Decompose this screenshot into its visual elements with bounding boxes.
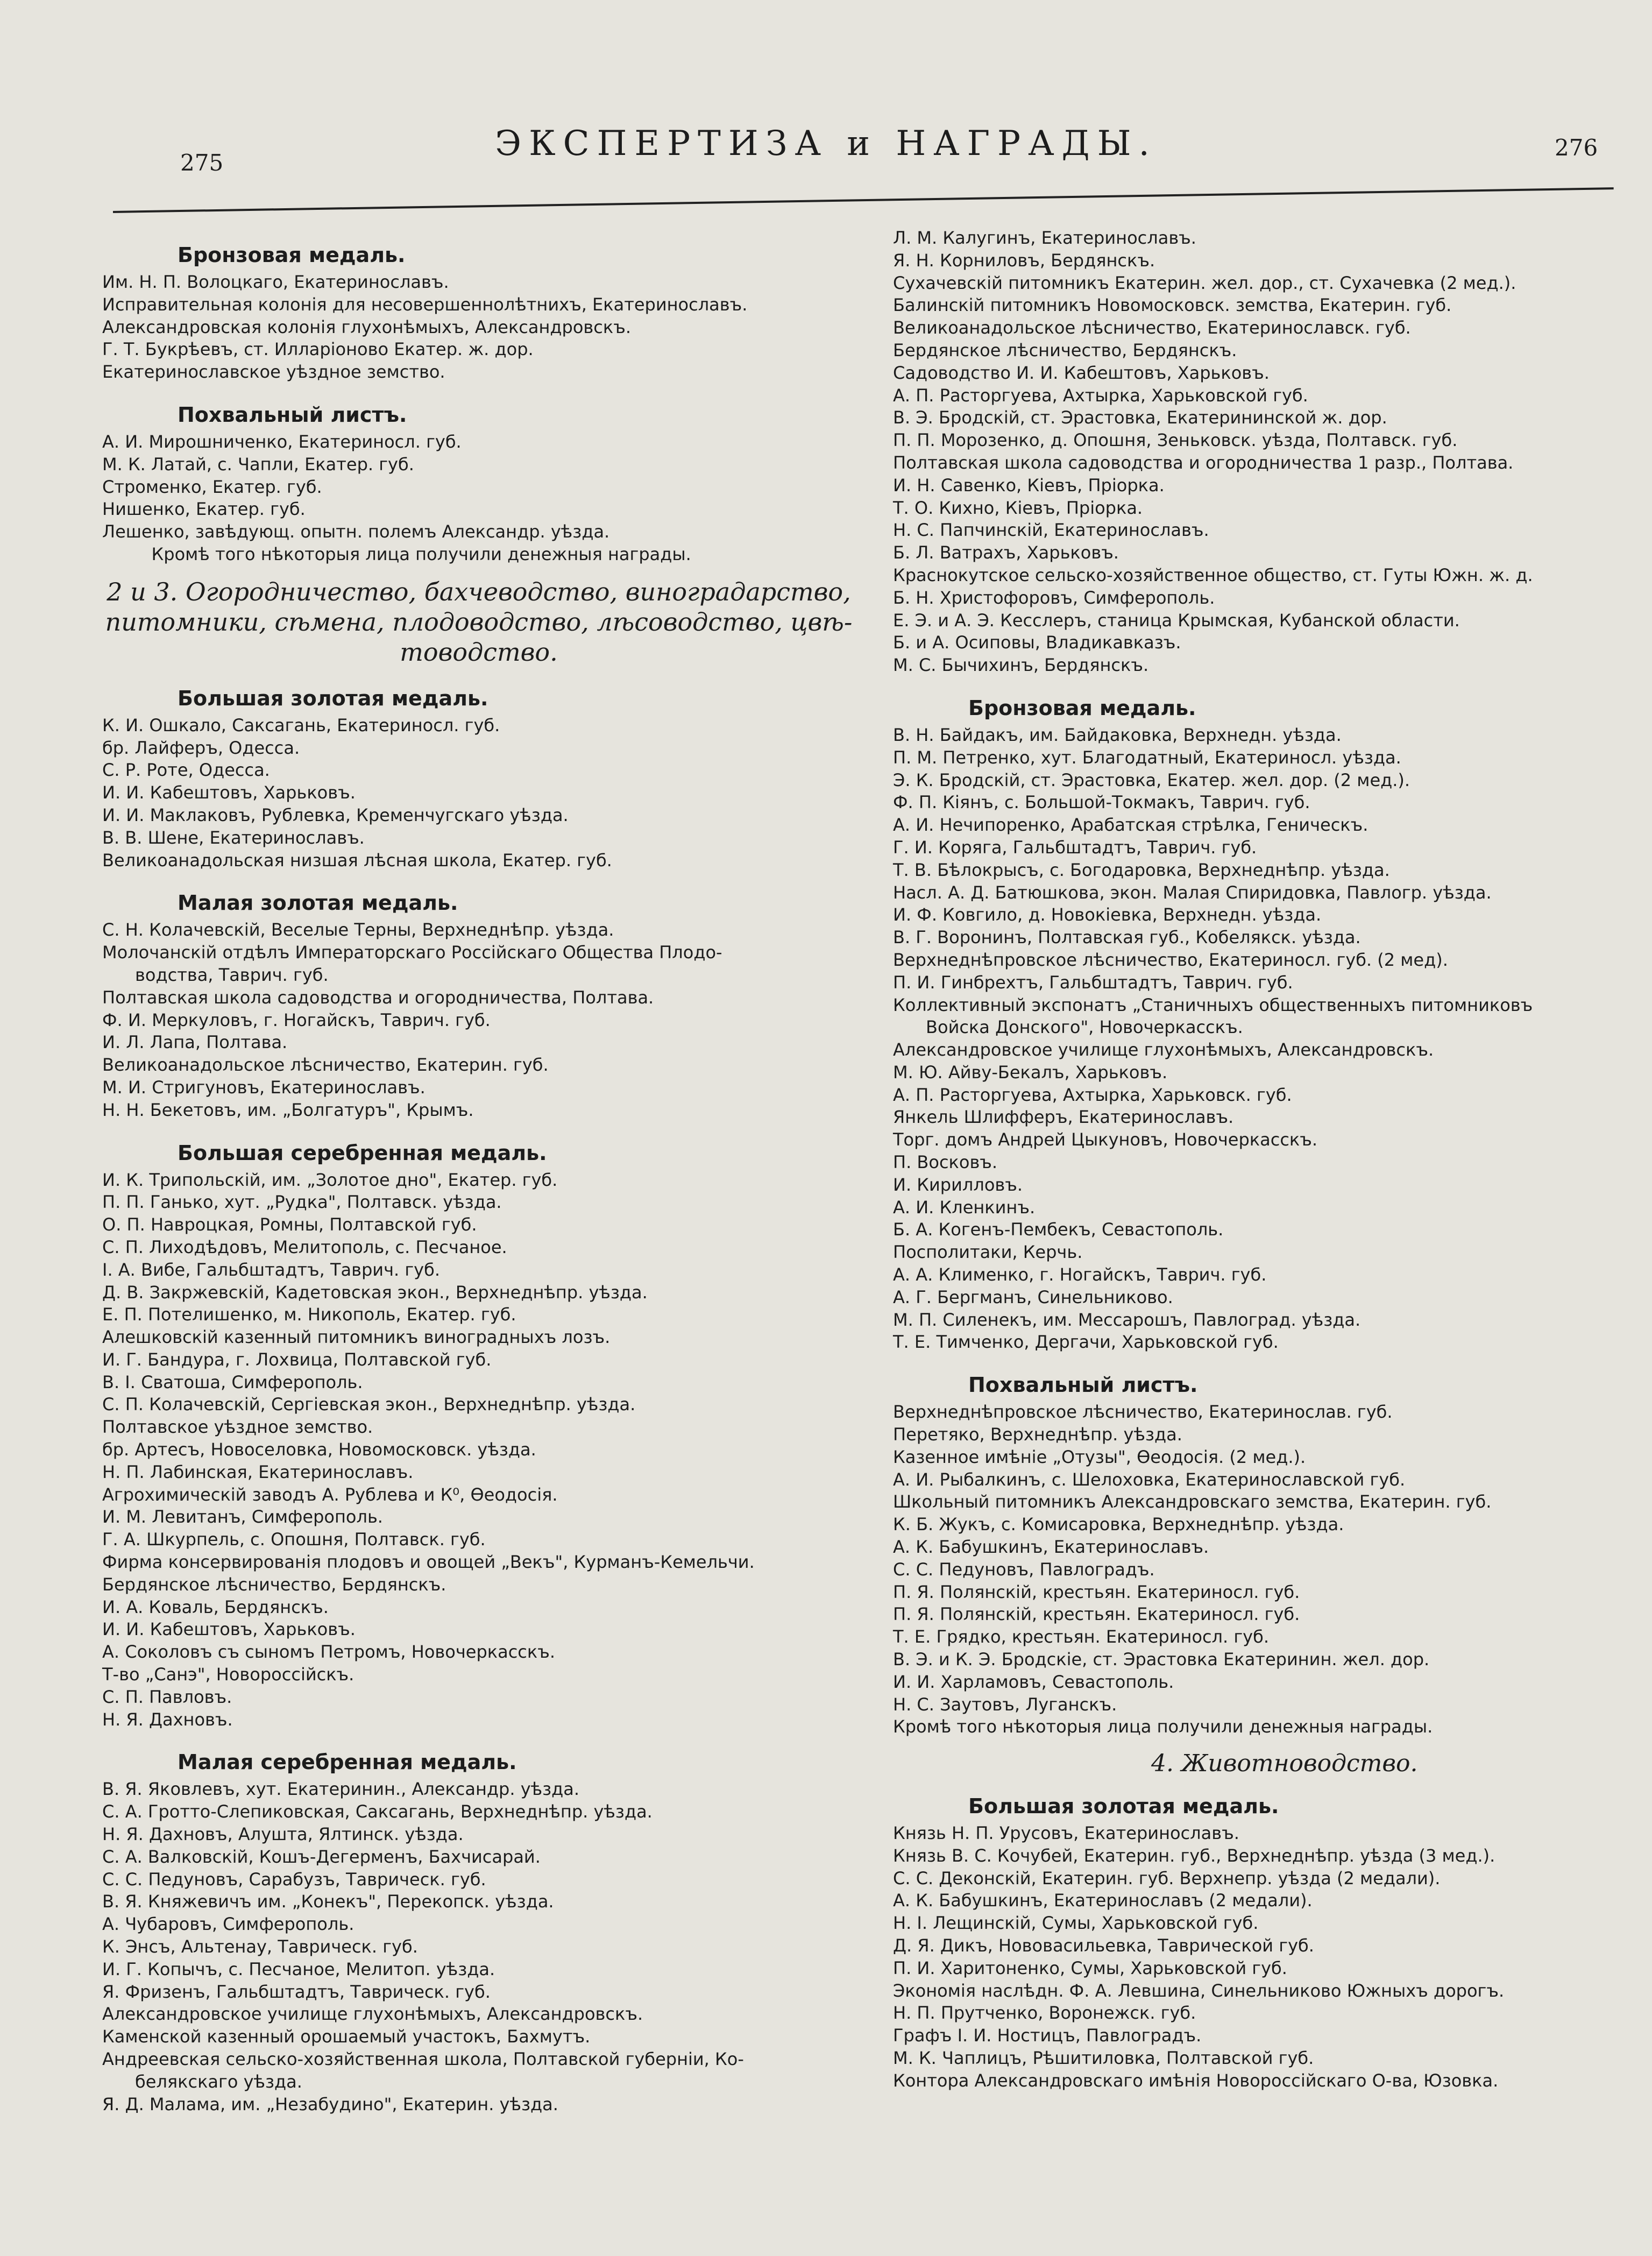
entry-line: И. А. Коваль, Бердянскъ.	[102, 1596, 329, 1617]
entry-line: И. И. Харламовъ, Севастополь.	[893, 1671, 1174, 1692]
entry-line: М. К. Чаплицъ, Рѣшитиловка, Полтавской губ.	[893, 2047, 1314, 2068]
entry-line: Б. Н. Христофоровъ, Симферополь.	[893, 587, 1215, 608]
running-title: ЭКСПЕРТИЗА и НАГРАДЫ.	[495, 124, 1157, 164]
entry-line: Войска Донского", Новочеркасскъ.	[893, 1017, 1243, 1038]
heading-small-gold-medal: Малая золотая медаль.	[178, 891, 458, 915]
heading-praise-sheet: Похвальный листъ.	[178, 402, 407, 427]
section-title-line: товодство.	[400, 637, 558, 667]
entry-line: Великоанадольское лѣсничество, Екатерин. губ.	[102, 1055, 549, 1076]
entry-line: А. Чубаровъ, Симферополь.	[102, 1914, 354, 1935]
entry-line: Л. М. Калугинъ, Екатеринославъ.	[893, 228, 1196, 248]
entry-line: С. Р. Роте, Одесса.	[102, 760, 270, 781]
entry-line: И. Н. Савенко, Кіевъ, Пріорка.	[893, 475, 1165, 496]
entry-line: Э. К. Бродскій, ст. Эрастовка, Екатер. жел. дор. (2 мед.).	[893, 769, 1410, 790]
entry-line: В. В. Шене, Екатеринославъ.	[102, 827, 365, 848]
entry-line: М. К. Латай, с. Чапли, Екатер. губ.	[102, 454, 414, 475]
heading-small-silver-medal: Малая серебренная медаль.	[178, 1750, 517, 1774]
entry-line: Ф. И. Меркуловъ, г. Ногайскъ, Таврич. губ.	[102, 1009, 491, 1030]
left-column	[102, 242, 877, 2116]
entry-line: С. П. Колачевскій, Сергіевская экон., Верхнеднѣпр. уѣзда.	[102, 1394, 636, 1415]
entry-line: Бердянское лѣсничество, Бердянскъ.	[893, 340, 1237, 360]
entry-line: П. П. Морозенко, д. Опошня, Зеньковск. уѣзда, Полтавск. губ.	[893, 430, 1458, 451]
entry-list	[102, 715, 877, 872]
entry-line: М. П. Силенекъ, им. Мессарошъ, Павлоград. уѣзда.	[893, 1309, 1361, 1330]
section-title-line: питомники, сѣмена, плодоводство, лѣсоводство, цвѣ-	[105, 607, 853, 637]
entry-line: Т. Е. Грядко, крестьян. Екатериносл. губ.	[893, 1626, 1269, 1647]
entry-line: Насл. А. Д. Батюшкова, экон. Малая Спиридовка, Павлогр. уѣзда.	[893, 882, 1492, 903]
entry-line: Александровское училище глухонѣмыхъ, Александровскъ.	[102, 2004, 643, 2025]
entry-line: Я. Фризенъ, Гальбштадтъ, Таврическ. губ.	[102, 1981, 491, 2002]
entry-line: Н. Я. Дахновъ, Алушта, Ялтинск. уѣзда.	[102, 1824, 464, 1845]
entry-line: Исправительная колонія для несовершеннолѣтнихъ, Екатеринославъ.	[102, 294, 748, 315]
section-title-livestock: 4. Животноводство.	[1151, 1750, 1418, 1778]
page-number-right: 276	[1555, 135, 1598, 161]
entry-line: Т-во „Санэ", Новороссійскъ.	[102, 1664, 354, 1685]
entry-list	[893, 1822, 1646, 2092]
entry-line: Д. Я. Дикъ, Нововасильевка, Таврической губ.	[893, 1935, 1314, 1956]
entry-line: Строменко, Екатер. губ.	[102, 476, 322, 497]
heading-big-gold-medal: Большая золотая медаль.	[968, 1794, 1279, 1818]
entry-line: Екатеринославское уѣздное земство.	[102, 362, 445, 383]
entry-line: С. С. Педуновъ, Сарабузъ, Таврическ. губ.	[102, 1869, 486, 1890]
entry-line: Верхнеднѣпровское лѣсничество, Екатериносл. губ. (2 мед).	[893, 949, 1448, 970]
entry-line: Ф. П. Кіянъ, с. Большой-Токмакъ, Таврич. губ.	[893, 792, 1310, 813]
entry-list	[102, 431, 877, 566]
heading-praise-sheet: Похвальный листъ.	[968, 1373, 1198, 1397]
entry-line: А. И. Нечипоренко, Арабатская стрѣлка, Геническъ.	[893, 815, 1369, 836]
entry-line: Полтавская школа садоводства и огородничества 1 разр., Полтава.	[893, 452, 1514, 473]
entry-line: Б. Л. Ватрахъ, Харьковъ.	[893, 542, 1119, 563]
entry-line: Янкель Шлифферъ, Екатеринославъ.	[893, 1107, 1234, 1128]
entry-line: Торг. домъ Андрей Цыкуновъ, Новочеркасскъ.	[893, 1129, 1318, 1150]
entry-line: Фирма консервированія плодовъ и овощей „Векъ", Курманъ-Кемельчи.	[102, 1552, 755, 1573]
entry-line: Я. Д. Малама, им. „Незабудино", Екатерин. уѣзда.	[102, 2094, 558, 2114]
entry-line: В. Э. и К. Э. Бродскіе, ст. Эрастовка Екатеринин. жел. дор.	[893, 1649, 1430, 1670]
entry-line: М. Ю. Айву-Бекалъ, Харьковъ.	[893, 1062, 1168, 1083]
entry-line: Казенное имѣніе „Отузы", Ѳеодосія. (2 мед.).	[893, 1446, 1306, 1467]
entry-line: Г. Т. Букрѣевъ, ст. Илларіоново Екатер. ж. дор.	[102, 339, 534, 360]
entry-line: А. А. Клименко, г. Ногайскъ, Таврич. губ.	[893, 1264, 1267, 1285]
entry-line: бр. Лайферъ, Одесса.	[102, 737, 300, 758]
entry-line: Садоводство И. И. Кабештовъ, Харьковъ.	[893, 362, 1270, 383]
entry-line: И. Кирилловъ.	[893, 1174, 1023, 1195]
entry-line: В. Э. Бродскій, ст. Эрастовка, Екатерининской ж. дор.	[893, 407, 1387, 428]
entry-line: Н. П. Лабинская, Екатеринославъ.	[102, 1461, 414, 1482]
entry-line: Князь В. С. Кочубей, Екатерин. губ., Верхнеднѣпр. уѣзда (3 мед.).	[893, 1845, 1495, 1866]
entry-line: И. М. Левитанъ, Симферополь.	[102, 1507, 383, 1527]
entry-line: Е. П. Потелишенко, м. Никополь, Екатер. губ.	[102, 1304, 516, 1325]
entry-list	[893, 227, 1646, 677]
entry-line: П. П. Ганько, хут. „Рудка", Полтавск. уѣзда.	[102, 1192, 502, 1213]
entry-line: Коллективный экспонатъ „Станичныхъ общественныхъ питомниковъ	[893, 994, 1533, 1015]
page-number-left: 275	[180, 150, 224, 176]
entry-line: А. И. Рыбалкинъ, с. Шелоховка, Екатеринославской губ.	[893, 1469, 1406, 1490]
entry-line: А. П. Расторгуева, Ахтырка, Харьковской губ.	[893, 385, 1308, 406]
entry-line: Сухачевскій питомникъ Екатерин. жел. дор., ст. Сухачевка (2 мед.).	[893, 272, 1516, 293]
heading-bronze-medal: Бронзовая медаль.	[968, 696, 1196, 720]
entry-line: А. К. Бабушкинъ, Екатеринославъ (2 медали).	[893, 1890, 1313, 1911]
entry-line: Кромѣ того нѣкоторыя лица получили денежныя награды.	[893, 1716, 1433, 1737]
entry-line: Перетяко, Верхнеднѣпр. уѣзда.	[893, 1424, 1182, 1445]
section-title-line: 2 и 3. Огородничество, бахчеводство, виноградарство,	[107, 577, 851, 606]
entry-line: Андреевская сельско-хозяйственная школа, Полтавской губерніи, Ко-	[102, 2049, 744, 2069]
entry-line: В. Н. Байдакъ, им. Байдаковка, Верхнедн. уѣзда.	[893, 724, 1342, 745]
entry-line: М. И. Стригуновъ, Екатеринославъ.	[102, 1077, 426, 1098]
entry-line: В. Г. Воронинъ, Полтавская губ., Кобелякск. уѣзда.	[893, 927, 1361, 948]
entry-list	[893, 724, 1646, 1354]
entry-line: Великоанадольское лѣсничество, Екатеринославск. губ.	[893, 317, 1411, 338]
entry-line: Экономія наслѣдн. Ф. А. Левшина, Синельниково Южныхъ дорогъ.	[893, 1980, 1505, 2001]
entry-line: Кромѣ того нѣкоторыя лица получили денежныя награды.	[102, 543, 691, 564]
right-column	[893, 227, 1646, 2092]
entry-line: Е. Э. и А. Э. Кесслеръ, станица Крымская, Кубанской области.	[893, 610, 1460, 631]
entry-line: М. С. Бычихинъ, Бердянскъ.	[893, 655, 1149, 676]
entry-line: Школьный питомникъ Александровскаго земства, Екатерин. губ.	[893, 1491, 1492, 1512]
entry-line: А. П. Расторгуева, Ахтырка, Харьковск. губ.	[893, 1084, 1292, 1105]
entry-line: Полтавская школа садоводства и огородничества, Полтава.	[102, 987, 654, 1008]
entry-line: И. И. Кабештовъ, Харьковъ.	[102, 1619, 356, 1640]
entry-line: Балинскій питомникъ Новомосковск. земства, Екатерин. губ.	[893, 295, 1452, 316]
entry-line: П. И. Харитоненко, Сумы, Харьковской губ.	[893, 1957, 1287, 1978]
entry-line: О. П. Навроцкая, Ромны, Полтавской губ.	[102, 1214, 477, 1235]
entry-line: И. И. Маклаковъ, Рублевка, Кременчугскаго уѣзда.	[102, 804, 569, 825]
entry-line: А. И. Кленкинъ.	[893, 1197, 1036, 1218]
entry-line: Полтавское уѣздное земство.	[102, 1417, 373, 1438]
entry-list	[893, 1401, 1646, 1738]
entry-line: А. И. Мирошниченко, Екатериносл. губ.	[102, 431, 462, 452]
entry-list	[102, 919, 877, 1121]
heading-bronze-medal: Бронзовая медаль.	[178, 243, 406, 267]
entry-line: Б. и А. Осиповы, Владикавказъ.	[893, 632, 1181, 653]
entry-line: Н. І. Лещинскій, Сумы, Харьковской губ.	[893, 1913, 1259, 1934]
entry-line: И. И. Кабештовъ, Харьковъ.	[102, 782, 356, 803]
entry-line: Д. В. Закржевскій, Кадетовская экон., Верхнеднѣпр. уѣзда.	[102, 1282, 648, 1303]
entry-line: Посполитаки, Керчь.	[893, 1242, 1083, 1263]
entry-line: Великоанадольская низшая лѣсная школа, Екатер. губ.	[102, 850, 612, 871]
entry-line: В. Я. Княжевичъ им. „Конекъ", Перекопск. уѣзда.	[102, 1891, 554, 1912]
entry-line: П. Я. Полянскій, крестьян. Екатериносл. губ.	[893, 1604, 1300, 1625]
entry-line: И. Ф. Ковгило, д. Новокіевка, Верхнедн. уѣзда.	[893, 904, 1322, 925]
entry-line: П. М. Петренко, хут. Благодатный, Екатериносл. уѣзда.	[893, 747, 1401, 768]
entry-line: Каменской казенный орошаемый участокъ, Бахмутъ.	[102, 2026, 591, 2047]
entry-list	[102, 1778, 877, 2116]
entry-line: белякскаго уѣзда.	[102, 2071, 302, 2092]
section-title-horticulture	[102, 577, 877, 667]
entry-line: Нишенко, Екатер. губ.	[102, 499, 306, 520]
entry-list	[102, 271, 877, 384]
entry-line: бр. Артесъ, Новоселовка, Новомосковск. уѣзда.	[102, 1439, 536, 1460]
entry-line: Б. А. Когенъ-Пембекъ, Севастополь.	[893, 1219, 1224, 1240]
entry-line: Бердянское лѣсничество, Бердянскъ.	[102, 1574, 446, 1595]
entry-line: В. Я. Яковлевъ, хут. Екатеринин., Александр. уѣзда.	[102, 1779, 580, 1800]
entry-line: Князь Н. П. Урусовъ, Екатеринославъ.	[893, 1823, 1239, 1843]
entry-line: Н. С. Папчинскій, Екатеринославъ.	[893, 520, 1209, 541]
entry-line: І. А. Вибе, Гальбштадтъ, Таврич. губ.	[102, 1259, 440, 1280]
entry-line: С. П. Лиходѣдовъ, Мелитополь, с. Песчаное.	[102, 1236, 507, 1257]
header-rule	[113, 187, 1614, 213]
entry-line: И. К. Трипольскій, им. „Золотое дно", Екатер. губ.	[102, 1169, 558, 1190]
entry-line: Т. В. Бѣлокрысъ, с. Богодаровка, Верхнеднѣпр. уѣзда.	[893, 859, 1390, 880]
entry-line: И. Г. Бандура, г. Лохвица, Полтавской губ.	[102, 1349, 492, 1370]
entry-line: И. Л. Лапа, Полтава.	[102, 1032, 288, 1053]
entry-line: Контора Александровскаго имѣнія Новороссійскаго О-ва, Юзовка.	[893, 2070, 1499, 2091]
entry-line: Н. Я. Дахновъ.	[102, 1709, 233, 1730]
entry-line: Александровское училище глухонѣмыхъ, Александровскъ.	[893, 1039, 1434, 1060]
entry-line: И. Г. Копычъ, с. Песчаное, Мелитоп. уѣзда.	[102, 1958, 495, 1979]
entry-line: Алешковскій казенный питомникъ виноградныхъ лозъ.	[102, 1327, 611, 1348]
entry-line: Н. Н. Бекетовъ, им. „Болгатуръ", Крымъ.	[102, 1099, 474, 1120]
entry-line: А. Соколовъ съ сыномъ Петромъ, Новочеркасскъ.	[102, 1642, 555, 1663]
entry-line: П. И. Гинбрехтъ, Гальбштадтъ, Таврич. губ.	[893, 972, 1293, 993]
entry-line: Я. Н. Корниловъ, Бердянскъ.	[893, 250, 1155, 271]
entry-line: Молочанскій отдѣлъ Императорскаго Россійскаго Общества Плодо-	[102, 942, 722, 963]
entry-line: С. П. Павловъ.	[102, 1686, 232, 1707]
entry-line: А. К. Бабушкинъ, Екатеринославъ.	[893, 1537, 1209, 1558]
entry-line: Н. П. Прутченко, Воронежск. губ.	[893, 2003, 1196, 2024]
entry-line: Краснокутское сельско-хозяйственное общество, ст. Гуты Южн. ж. д.	[893, 564, 1533, 585]
heading-big-gold-medal: Большая золотая медаль.	[178, 686, 488, 710]
entry-line: Лешенко, завѣдующ. опытн. полемъ Александр. уѣзда.	[102, 521, 610, 542]
entry-line: К. И. Ошкало, Саксагань, Екатериносл. губ.	[102, 715, 500, 736]
entry-line: А. Г. Бергманъ, Синельниково.	[893, 1286, 1173, 1307]
entry-line: Верхнеднѣпровское лѣсничество, Екатеринослав. губ.	[893, 1402, 1393, 1423]
entry-list	[102, 1169, 877, 1731]
entry-line: П. Восковъ.	[893, 1152, 998, 1173]
entry-line: В. І. Сватоша, Симферополь.	[102, 1371, 363, 1392]
entry-line: С. Н. Колачевскій, Веселые Терны, Верхнеднѣпр. уѣзда.	[102, 920, 614, 940]
heading-big-silver-medal: Большая серебренная медаль.	[178, 1141, 547, 1165]
entry-line: Графъ І. И. Ностицъ, Павлоградъ.	[893, 2025, 1202, 2046]
entry-line: К. Энсъ, Альтенау, Таврическ. губ.	[102, 1936, 418, 1957]
entry-line: Н. С. Заутовъ, Луганскъ.	[893, 1694, 1117, 1715]
entry-line: Т. О. Кихно, Кіевъ, Пріорка.	[893, 497, 1143, 518]
entry-line: водства, Таврич. губ.	[102, 964, 329, 985]
entry-line: Г. И. Коряга, Гальбштадтъ, Таврич. губ.	[893, 837, 1257, 858]
entry-line: С. С. Деконскій, Екатерин. губ. Верхнепр. уѣзда (2 медали).	[893, 1868, 1441, 1889]
entry-line: К. Б. Жукъ, с. Комисаровка, Верхнеднѣпр. уѣзда.	[893, 1514, 1344, 1535]
entry-line: С. А. Гротто-Слепиковская, Саксагань, Верхнеднѣпр. уѣзда.	[102, 1801, 653, 1822]
entry-line: П. Я. Полянскій, крестьян. Екатериносл. губ.	[893, 1581, 1300, 1602]
entry-line: С. А. Валковскій, Кошъ-Дегерменъ, Бахчисарай.	[102, 1846, 541, 1867]
entry-line: С. С. Педуновъ, Павлоградъ.	[893, 1559, 1155, 1580]
entry-line: Т. Е. Тимченко, Дергачи, Харьковской губ.	[893, 1332, 1279, 1353]
entry-line: Александровская колонія глухонѣмыхъ, Александровскъ.	[102, 316, 631, 337]
entry-line: Агрохимическій заводъ А. Рублева и К⁰, Ѳеодосія.	[102, 1484, 558, 1505]
entry-line: Им. Н. П. Волоцкаго, Екатеринославъ.	[102, 272, 449, 292]
entry-line: Г. А. Шкурпель, с. Опошня, Полтавск. губ.	[102, 1529, 486, 1550]
